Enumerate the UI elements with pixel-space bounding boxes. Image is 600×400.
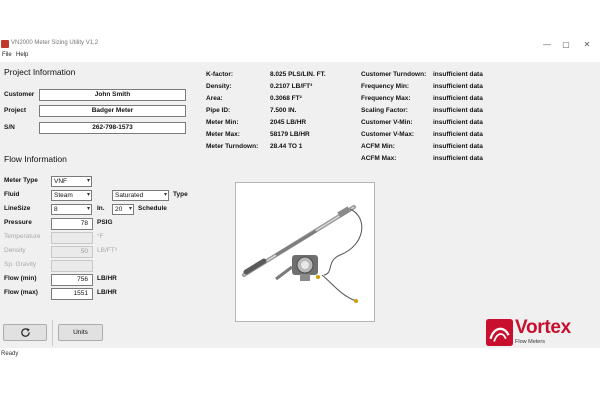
fluid-select[interactable] <box>51 190 92 201</box>
frequency-min-label: Frequency Min: <box>361 83 410 90</box>
flow-min-label: Flow (min) <box>4 275 37 282</box>
status-bar <box>0 348 600 362</box>
project-label: Project <box>4 107 27 114</box>
main-panel <box>0 62 600 348</box>
project-info-title: Project Information <box>4 67 76 77</box>
sn-label: S/N <box>4 124 15 131</box>
refresh-button[interactable] <box>3 324 47 341</box>
meter-type-select[interactable] <box>51 176 92 187</box>
vortex-logo-icon <box>486 319 513 346</box>
density-label: Density <box>4 247 26 254</box>
meter-turndown-label: Meter Turndown: <box>206 143 259 150</box>
gravity-input <box>51 260 93 272</box>
menu-help[interactable]: Help <box>16 52 29 58</box>
customer-field[interactable]: John Smith <box>39 89 186 101</box>
scaling-factor-value: insufficient data <box>433 107 483 114</box>
acfm-max-label: ACFM Max: <box>361 155 397 162</box>
schedule-value: 20 <box>115 206 123 213</box>
close-button[interactable]: ✕ <box>583 40 591 49</box>
meter-max-label: Meter Max: <box>206 131 240 138</box>
flow-max-unit: LB/HR <box>97 289 117 296</box>
flow-max-input[interactable]: 1551 <box>51 288 93 300</box>
area-value: 0.3068 FT² <box>270 95 302 102</box>
linesize-label: LineSize <box>4 205 31 212</box>
temperature-input <box>51 232 93 244</box>
temperature-label: Temperature <box>4 233 41 240</box>
fluid-type-label: Type <box>173 191 188 198</box>
status-text: Ready <box>1 351 19 357</box>
window-title: VN2000 Meter Sizing Utility V1.2 <box>11 40 99 46</box>
meter-turndown-value: 28.44 TO 1 <box>270 143 303 150</box>
temperature-unit: °F <box>97 233 104 240</box>
fluid-type-value: Saturated <box>115 192 144 199</box>
units-button[interactable]: Units <box>58 324 103 341</box>
app-icon <box>1 40 9 48</box>
customer-vmin-label: Customer V-Min: <box>361 119 413 126</box>
frequency-min-value: insufficient data <box>433 83 483 90</box>
flow-min-input[interactable]: 756 <box>51 274 93 286</box>
customer-vmax-value: insufficient data <box>433 131 483 138</box>
meter-type-label: Meter Type <box>4 177 38 184</box>
kfactor-value: 8.025 PLS/LIN. FT. <box>270 71 326 78</box>
frequency-max-value: insufficient data <box>433 95 483 102</box>
logo-subtitle: Flow Meters <box>515 339 545 345</box>
flow-info-title: Flow Information <box>4 154 67 164</box>
density-result-value: 0.2107 LB/FT³ <box>270 83 313 90</box>
pipe-id-value: 7.500 IN. <box>270 107 297 114</box>
customer-vmin-value: insufficient data <box>433 119 483 126</box>
product-image <box>235 182 375 322</box>
frequency-max-label: Frequency Max: <box>361 95 411 102</box>
pipe-id-label: Pipe ID: <box>206 107 231 114</box>
maximize-button[interactable]: ▢ <box>562 40 570 49</box>
schedule-label: Schedule <box>138 205 167 212</box>
fluid-label: Fluid <box>4 191 20 198</box>
linesize-select[interactable] <box>51 204 92 215</box>
refresh-icon <box>20 327 31 338</box>
chevron-down-icon: ▾ <box>86 192 90 198</box>
acfm-min-label: ACFM Min: <box>361 143 395 150</box>
customer-label: Customer <box>4 91 35 98</box>
linesize-value: 8 <box>54 206 58 213</box>
meter-min-value: 2045 LB/HR <box>270 119 307 126</box>
schedule-select[interactable] <box>112 204 134 215</box>
sn-field[interactable]: 262-798-1573 <box>39 122 186 134</box>
project-field[interactable]: Badger Meter <box>39 105 186 117</box>
chevron-down-icon: ▾ <box>163 192 167 198</box>
chevron-down-icon: ▾ <box>86 206 90 212</box>
kfactor-label: K-factor: <box>206 71 234 78</box>
density-result-label: Density: <box>206 83 232 90</box>
gravity-label: Sp. Gravity <box>4 261 37 268</box>
customer-turndown-label: Customer Turndown: <box>361 71 427 78</box>
chevron-down-icon: ▾ <box>128 206 132 212</box>
meter-max-value: 58179 LB/HR <box>270 131 310 138</box>
pressure-label: Pressure <box>4 219 32 226</box>
fluid-type-select[interactable] <box>112 190 169 201</box>
flow-max-label: Flow (max) <box>4 289 38 296</box>
minimize-button[interactable]: — <box>543 40 551 49</box>
acfm-max-value: insufficient data <box>433 155 483 162</box>
logo-wordmark: Vortex <box>515 317 571 338</box>
scaling-factor-label: Scaling Factor: <box>361 107 408 114</box>
density-unit: LB/FT³ <box>97 247 117 254</box>
meter-min-label: Meter Min: <box>206 119 239 126</box>
fluid-value: Steam <box>54 192 73 199</box>
pressure-input[interactable]: 78 <box>51 218 93 230</box>
acfm-min-value: insufficient data <box>433 143 483 150</box>
menu-bar <box>0 51 600 62</box>
vortex-meter-illustration <box>236 183 374 321</box>
customer-turndown-value: insufficient data <box>433 71 483 78</box>
title-bar <box>0 38 600 51</box>
meter-type-value: VNF <box>54 178 67 185</box>
menu-file[interactable]: File <box>2 52 12 58</box>
density-input: 50 <box>51 246 93 258</box>
customer-vmax-label: Customer V-Max: <box>361 131 415 138</box>
pressure-unit: PSIG <box>97 219 113 226</box>
button-divider <box>52 320 53 346</box>
linesize-unit: In. <box>97 205 105 212</box>
flow-min-unit: LB/HR <box>97 275 117 282</box>
chevron-down-icon: ▾ <box>86 178 90 184</box>
area-label: Area: <box>206 95 223 102</box>
